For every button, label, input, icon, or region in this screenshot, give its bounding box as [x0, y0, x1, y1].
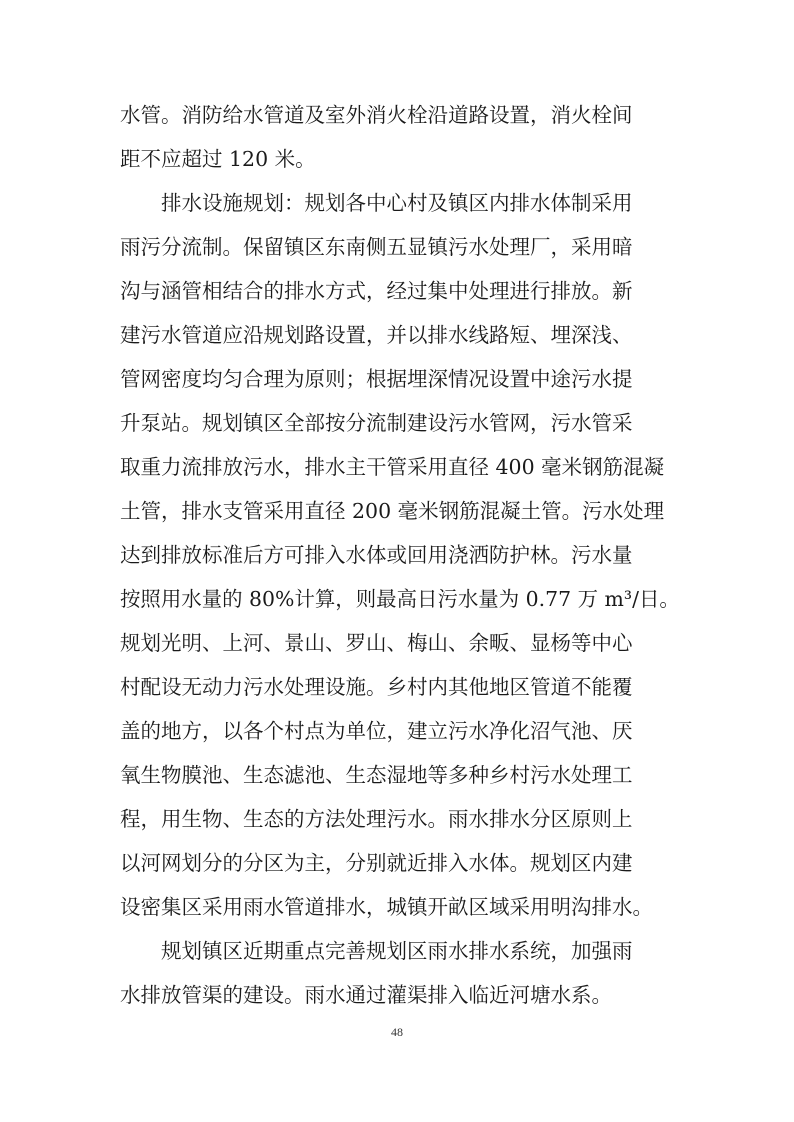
text-line: 水排放管渠的建设。雨水通过灌渠排入临近河塘水系。	[120, 983, 612, 1007]
text-line: 管网密度均匀合理为原则；根据埋深情况设置中途污水提	[120, 367, 633, 391]
paragraph-start-line: 规划镇区近期重点完善规划区雨水排水系统，加强雨	[161, 939, 633, 963]
text-line: 沟与涵管相结合的排水方式，经过集中处理进行排放。新	[120, 279, 633, 303]
text-line: 盖的地方，以各个村点为单位，建立污水净化沼气池、厌	[120, 719, 633, 743]
text-line: 雨污分流制。保留镇区东南侧五显镇污水处理厂，采用暗	[120, 235, 633, 259]
text-line: 村配设无动力污水处理设施。乡村内其他地区管道不能覆	[120, 675, 633, 699]
text-line: 距不应超过 120 米。	[120, 147, 316, 171]
text-line: 达到排放标准后方可排入水体或回用浇洒防护林。污水量	[120, 543, 633, 567]
text-line: 水管。消防给水管道及室外消火栓沿道路设置，消火栓间	[120, 103, 633, 127]
text-line: 以河网划分的分区为主，分别就近排入水体。规划区内建	[120, 851, 633, 875]
text-line: 设密集区采用雨水管道排水，城镇开畝区域采用明沟排水。	[120, 895, 653, 919]
text-line: 土管，排水支管采用直径 200 毫米钢筋混凝土管。污水处理	[120, 499, 665, 523]
text-line: 升泵站。规划镇区全部按分流制建设污水管网，污水管采	[120, 411, 633, 435]
text-line: 规划光明、上河、景山、罗山、梅山、余畈、显杨等中心	[120, 631, 633, 655]
text-line: 建污水管道应沿规划路设置，并以排水线路短、埋深浅、	[120, 323, 633, 347]
page-number: 48	[391, 1025, 403, 1039]
text-line: 取重力流排放污水，排水主干管采用直径 400 毫米钢筋混凝	[120, 455, 665, 479]
paragraph-start-line: 排水设施规划：规划各中心村及镇区内排水体制采用	[161, 191, 633, 215]
text-line: 氧生物膜池、生态滤池、生态湿地等多种乡村污水处理工	[120, 763, 633, 787]
text-line: 程，用生物、生态的方法处理污水。雨水排水分区原则上	[120, 807, 633, 831]
text-line: 按照用水量的 80%计算，则最高日污水量为 0.77 万 m³/日。	[120, 587, 680, 611]
